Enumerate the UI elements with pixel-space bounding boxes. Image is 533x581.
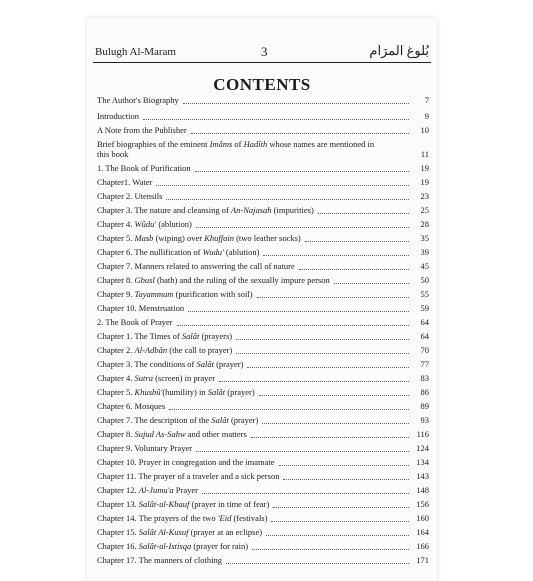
toc-entry-label: 2. The Book of Prayer	[97, 317, 173, 327]
dot-leader	[247, 367, 409, 368]
dot-leader	[251, 437, 409, 438]
toc-entry-page: 50	[420, 275, 429, 285]
toc-entry	[97, 317, 433, 327]
toc-entry	[97, 233, 433, 243]
toc-entry-page: 156	[416, 499, 429, 509]
toc-entry-page: 166	[416, 541, 429, 551]
toc-entry-label: Chapter 10. Menstruation	[97, 303, 185, 313]
dot-leader	[273, 507, 409, 508]
toc-entry-label-cont: this book	[97, 149, 129, 159]
toc-entry-page: 86	[420, 387, 429, 397]
toc-entry-page: 23	[420, 191, 429, 201]
toc-entry	[97, 345, 433, 355]
toc-entry-label: Chapter 5. Khusbû'(humility) in Salât (prayer)	[97, 387, 255, 397]
toc-entry-label: Chapter 7. Manners related to answering the call of nature	[97, 261, 295, 271]
toc-entry-page: 28	[420, 219, 429, 229]
toc-entry-label: Chapter 4. Sutra (screen) in prayer	[97, 373, 216, 383]
dot-leader	[236, 353, 409, 354]
dot-leader	[305, 241, 409, 242]
toc-entry-label: Chapter 10. Prayer in congregation and the imamate	[97, 457, 275, 467]
header-rule	[93, 62, 431, 63]
dot-leader	[299, 269, 409, 270]
book-page	[87, 18, 437, 581]
toc-entry-label: Chapter 3. The conditions of Salât (prayer)	[97, 359, 244, 369]
toc-entry-page: 35	[420, 233, 429, 243]
toc-entry-label: Chapter 15. Salât Al-Kusuf (prayer at an eclipse)	[97, 527, 263, 537]
dot-leader	[334, 283, 409, 284]
arabic-title: بُلوغ المرَام	[369, 43, 429, 58]
toc-entry-page: 148	[416, 485, 429, 495]
dot-leader	[143, 119, 409, 120]
dot-leader	[279, 465, 409, 466]
dot-leader	[219, 381, 409, 382]
toc-entry-label: Chapter 14. The prayers of the two 'Eid (festivals)	[97, 513, 268, 523]
toc-entry	[97, 555, 433, 565]
toc-entry	[97, 191, 433, 201]
toc-entry-label: Chapter 4. Wûdu' (ablution)	[97, 219, 192, 229]
toc-entry-page: 11	[420, 149, 429, 159]
dot-leader	[177, 325, 409, 326]
toc-entry-page: 25	[420, 205, 429, 215]
toc-entry	[97, 205, 433, 215]
toc-entry-page: 19	[420, 177, 429, 187]
toc-entry	[97, 499, 433, 509]
toc-entry-page: 7	[424, 95, 429, 105]
dot-leader	[318, 213, 409, 214]
toc-entry	[97, 111, 433, 121]
dot-leader	[191, 133, 409, 134]
dot-leader	[257, 297, 409, 298]
toc-entry	[97, 485, 433, 495]
toc-entry	[97, 373, 433, 383]
toc-entry-page: 143	[416, 471, 429, 481]
toc-entry	[97, 139, 433, 159]
toc-entry	[97, 443, 433, 453]
toc-entry	[97, 125, 433, 135]
toc-entry-label: 1. The Book of Purification	[97, 163, 191, 173]
toc-entry-page: 64	[420, 331, 429, 341]
toc-entry-label: Chapter1. Water	[97, 177, 153, 187]
toc-entry-page: 77	[420, 359, 429, 369]
dot-leader	[156, 185, 409, 186]
toc-entry-label: Chapter 17. The manners of clothing	[97, 555, 222, 565]
toc-entry	[97, 387, 433, 397]
dot-leader	[188, 311, 409, 312]
toc-entry-page: 89	[420, 401, 429, 411]
toc-entry-label: Chapter 8. Gbusl (bath) and the ruling of the sexually impure person	[97, 275, 330, 285]
toc-entry-label: Brief biographies of the eminent Imâms of Hadîth whose names are mentioned in	[97, 139, 375, 149]
toc-entry-page: 19	[420, 163, 429, 173]
toc-entry	[97, 219, 433, 229]
toc-entry	[97, 261, 433, 271]
dot-leader	[169, 409, 409, 410]
toc-entry	[97, 177, 433, 187]
toc-entry-label: Chapter 16. Salât-ul-Istisqa (prayer for rain)	[97, 541, 249, 551]
toc-entry-label: Chapter 1. The Times of Salât (prayers)	[97, 331, 233, 341]
toc-entry	[97, 359, 433, 369]
toc-entry-page: 45	[420, 261, 429, 271]
contents-title: CONTENTS	[213, 75, 311, 94]
dot-leader	[262, 423, 409, 424]
dot-leader	[259, 395, 409, 396]
toc-entry	[97, 331, 433, 341]
dot-leader	[195, 171, 409, 172]
toc-entry	[97, 471, 433, 481]
toc-entry-page: 83	[420, 373, 429, 383]
dot-leader	[236, 339, 409, 340]
page-number: 3	[261, 44, 268, 59]
dot-leader	[271, 521, 409, 522]
dot-leader	[266, 535, 409, 536]
toc-entry	[97, 527, 433, 537]
toc-entry-label: Chapter 8. Sujud As-Sahw and other matters	[97, 429, 247, 439]
dot-leader	[202, 493, 409, 494]
toc-entry-label: Chapter 7. The description of the Salât (prayer)	[97, 415, 259, 425]
toc-entry	[97, 429, 433, 439]
running-head-title: Bulugh Al-Maram	[95, 46, 176, 58]
toc-entry-page: 116	[416, 429, 429, 439]
toc-entry	[97, 401, 433, 411]
toc-entry-label: Chapter 9. Tayammum (purification with soil)	[97, 289, 253, 299]
toc-entry-page: 93	[420, 415, 429, 425]
dot-leader	[263, 255, 409, 256]
toc-entry-label: Chapter 6. The nullification of Wudu' (ablution)	[97, 247, 260, 257]
toc-entry-page: 124	[416, 443, 429, 453]
dot-leader	[166, 199, 409, 200]
toc-entry-label: Chapter 5. Masb (wiping) over Khuffain (two leather socks)	[97, 233, 301, 243]
toc-entry	[97, 303, 433, 313]
toc-entry	[97, 95, 433, 105]
toc-entry-label: A Note from the Publisher	[97, 125, 187, 135]
dot-leader	[252, 549, 409, 550]
toc-entry-label: Chapter 9. Voluntary Prayer	[97, 443, 193, 453]
toc-entry-page: 9	[424, 111, 429, 121]
toc-entry-page: 134	[416, 457, 429, 467]
toc-entry	[97, 457, 433, 467]
toc-entry-page: 10	[420, 125, 429, 135]
toc-entry	[97, 513, 433, 523]
dot-leader	[226, 563, 409, 564]
toc-entry-page: 160	[416, 513, 429, 523]
dot-leader	[283, 479, 409, 480]
dot-leader	[183, 103, 409, 104]
toc-entry-label: Chapter 2. Utensils	[97, 191, 163, 201]
toc-entry-page: 39	[420, 247, 429, 257]
toc-entry	[97, 275, 433, 285]
toc-entry-page: 55	[420, 289, 429, 299]
toc-entry-page: 70	[420, 345, 429, 355]
page-header	[87, 44, 437, 64]
toc-entry	[97, 289, 433, 299]
dot-leader	[196, 451, 409, 452]
toc-entry-label: The Author's Biography	[97, 95, 179, 105]
toc-entry-label: Chapter 13. Salât-ul-Kbauf (prayer in time of fear)	[97, 499, 270, 509]
toc-entry-label: Introduction	[97, 111, 140, 121]
toc-entry-label: Chapter 6. Mosques	[97, 401, 166, 411]
dot-leader	[196, 227, 409, 228]
toc-entry-label: Chapter 11. The prayer of a traveler and a sick person	[97, 471, 280, 481]
toc-entry-page: 171	[416, 555, 429, 565]
toc-entry	[97, 247, 433, 257]
toc-entry-label: Chapter 12. Al-Jumu'a Prayer	[97, 485, 198, 495]
toc-entry	[97, 541, 433, 551]
toc-entry	[97, 163, 433, 173]
toc-entry-page: 64	[420, 317, 429, 327]
toc-entry	[97, 415, 433, 425]
toc-entry-label: Chapter 3. The nature and cleansing of An-Najasah (impurities)	[97, 205, 314, 215]
toc-entry-label: Chapter 2. Al-Adbân (the call to prayer)	[97, 345, 233, 355]
toc-entry-page: 59	[420, 303, 429, 313]
toc-entry-page: 164	[416, 527, 429, 537]
